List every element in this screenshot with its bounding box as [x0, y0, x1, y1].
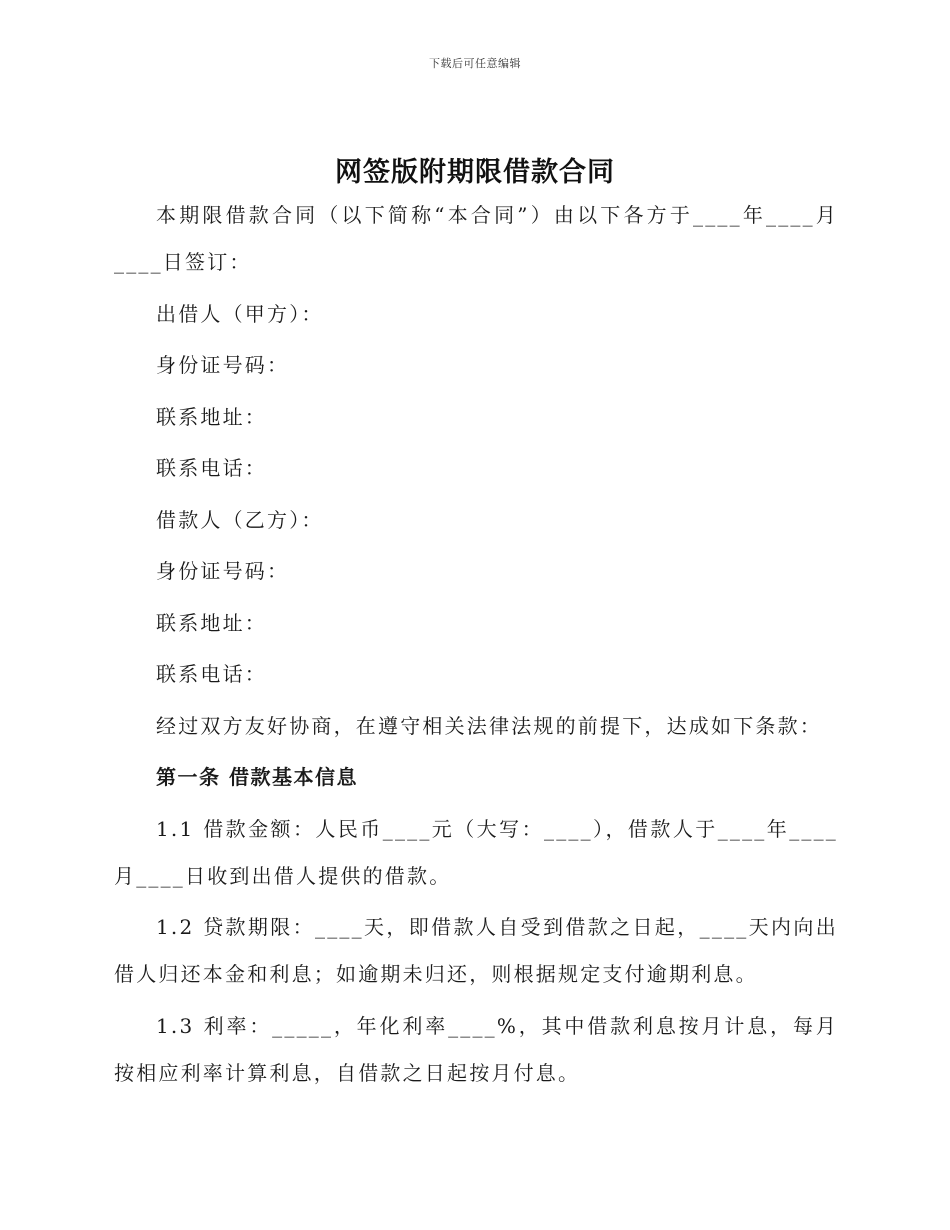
lender-address-label: 联系地址： [156, 404, 267, 429]
page-header-note: 下载后可任意编辑 [429, 57, 521, 70]
borrower-address-label: 联系地址： [156, 610, 267, 635]
borrower-label: 借款人（乙方）： [156, 507, 324, 532]
borrower-phone-label: 联系电话： [156, 662, 267, 686]
section-1-heading: 第一条 借款基本信息 [156, 765, 358, 789]
document-title: 网签版附期限借款合同 [335, 157, 615, 188]
document-body [114, 192, 838, 1101]
intro-paragraph: 本期限借款合同（以下简称“本合同”）由以下各方于____年____月____日签订： [114, 203, 838, 274]
lender-phone-label: 联系电话： [156, 456, 267, 480]
clause-1-3: 1.3 利率：_____，年化利率____%，其中借款利息按月计息，每月按相应利率计算利息，自借款之日起按月付息。 [114, 1013, 838, 1085]
agreement-preamble: 经过双方友好协商，在遵守相关法律法规的前提下，达成如下条款： [156, 713, 822, 738]
borrower-id-label: 身份证号码： [156, 559, 290, 583]
lender-label: 出借人（甲方）： [156, 301, 324, 326]
lender-id-label: 身份证号码： [156, 353, 290, 377]
clause-1-1: 1.1 借款金额：人民币____元（大写：____），借款人于____年____月____日收到出借人提供的借款。 [114, 816, 838, 888]
clause-1-2: 1.2 贷款期限：____天，即借款人自受到借款之日起，____天内向出借人归还本金和利息；如逾期未归还，则根据规定支付逾期利息。 [114, 915, 838, 986]
